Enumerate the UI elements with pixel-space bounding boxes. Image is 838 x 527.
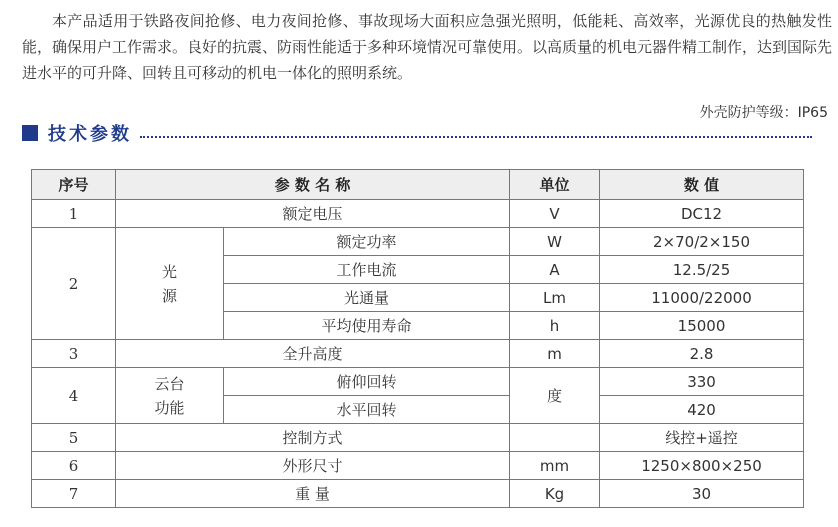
cell-name: 水平回转 xyxy=(224,396,510,424)
header-name: 参 数 名 称 xyxy=(116,170,510,200)
cell-no: 1 xyxy=(32,200,116,228)
cell-name: 全升高度 xyxy=(116,340,510,368)
cell-value: 2.8 xyxy=(600,340,804,368)
cell-no: 7 xyxy=(32,480,116,508)
cell-no: 6 xyxy=(32,452,116,480)
cell-unit: A xyxy=(510,256,600,284)
cell-unit: W xyxy=(510,228,600,256)
table-row xyxy=(32,452,804,480)
cell-unit: V xyxy=(510,200,600,228)
cell-value: 线控+遥控 xyxy=(600,424,804,452)
group-label-pan-tilt: 云台功能 xyxy=(154,374,185,417)
cell-name: 俯仰回转 xyxy=(224,368,510,396)
spec-table xyxy=(31,169,804,508)
cell-name: 额定功率 xyxy=(224,228,510,256)
cell-name: 工作电流 xyxy=(224,256,510,284)
group-label-light-source: 光源 xyxy=(162,262,178,305)
table-row xyxy=(32,424,804,452)
cell-value: 11000/22000 xyxy=(600,284,804,312)
cell-unit: mm xyxy=(510,452,600,480)
intro-text xyxy=(22,8,832,86)
header-no: 序号 xyxy=(32,170,116,200)
cell-value: 1250×800×250 xyxy=(600,452,804,480)
cell-value: DC12 xyxy=(600,200,804,228)
cell-name: 光通量 xyxy=(224,284,510,312)
table-row xyxy=(32,228,804,256)
cell-unit: h xyxy=(510,312,600,340)
dotted-divider xyxy=(140,136,812,138)
table-row xyxy=(32,200,804,228)
cell-name: 控制方式 xyxy=(116,424,510,452)
cell-group xyxy=(116,228,224,340)
cell-value: 12.5/25 xyxy=(600,256,804,284)
cell-value: 420 xyxy=(600,396,804,424)
cell-no: 2 xyxy=(32,228,116,340)
header-value: 数 值 xyxy=(600,170,804,200)
cell-no: 4 xyxy=(32,368,116,424)
cell-group xyxy=(116,368,224,424)
cell-name: 额定电压 xyxy=(116,200,510,228)
cell-unit: Kg xyxy=(510,480,600,508)
section-title: 技术参数 xyxy=(48,124,132,145)
cell-no: 3 xyxy=(32,340,116,368)
cell-unit: 度 xyxy=(510,368,600,424)
cell-unit xyxy=(510,424,600,452)
cell-name: 重 量 xyxy=(116,480,510,508)
table-row xyxy=(32,480,804,508)
cell-value: 30 xyxy=(600,480,804,508)
intro-paragraph: 本产品适用于铁路夜间抢修、电力夜间抢修、事故现场大面积应急强光照明，低能耗、高效率，光源优良的热触发性能，确保用户工作需求。良好的抗震、防雨性能适于多种环境情况可靠使用。以高质量的机电元器件精工制作，达到国际先进水平的可升降、回转且可移动的机电一体化的照明系统。 xyxy=(22,12,833,82)
section-heading xyxy=(22,120,812,146)
table-header-row xyxy=(32,170,804,200)
table-row xyxy=(32,368,804,396)
cell-value: 330 xyxy=(600,368,804,396)
cell-unit: m xyxy=(510,340,600,368)
cell-unit: Lm xyxy=(510,284,600,312)
cell-name: 平均使用寿命 xyxy=(224,312,510,340)
cell-value: 2×70/2×150 xyxy=(600,228,804,256)
table-row xyxy=(32,340,804,368)
cell-name: 外形尺寸 xyxy=(116,452,510,480)
cell-no: 5 xyxy=(32,424,116,452)
square-bullet-icon xyxy=(22,125,38,141)
header-unit: 单位 xyxy=(510,170,600,200)
cell-value: 15000 xyxy=(600,312,804,340)
housing-protection-rating: 外壳防护等级：IP65 xyxy=(699,105,828,121)
